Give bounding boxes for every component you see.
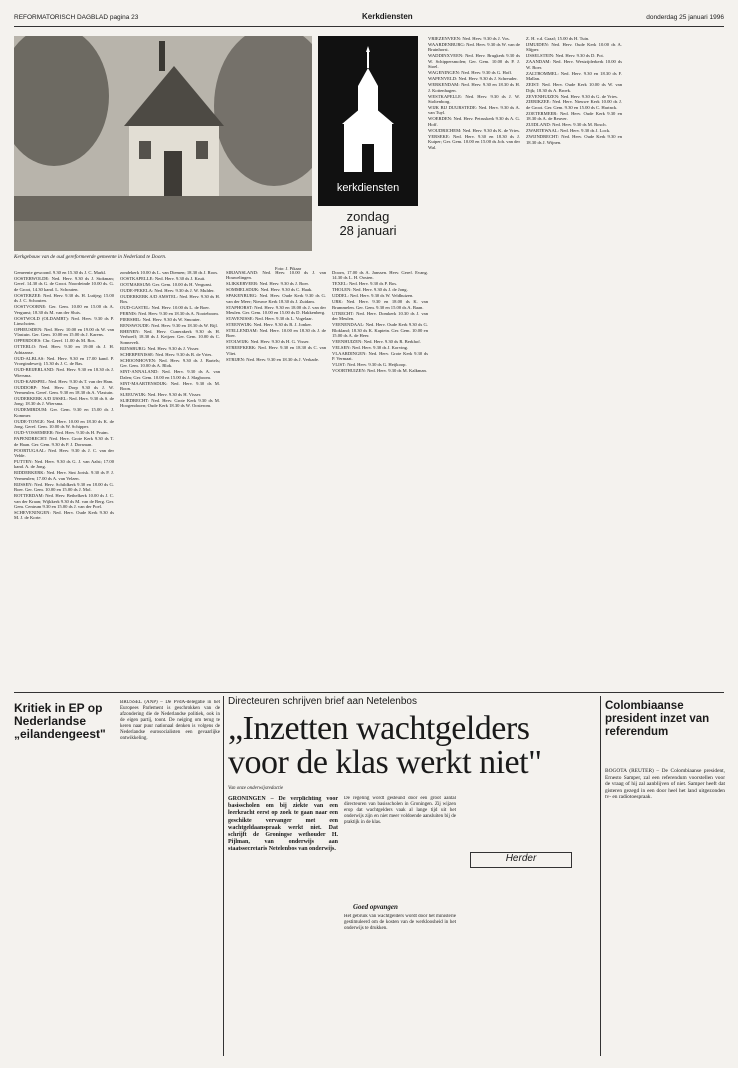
article-2-byline: Van onze onderwijsredactie <box>228 786 284 791</box>
service-entry: Gemeente gewoond. 9.30 en 15.30 ds J. C. Markl. <box>14 270 107 275</box>
section-divider <box>14 692 724 693</box>
service-entry: STRIJEN: Ned. Herv. 9.30 en 18.30 ds J. Verkade. <box>226 356 320 362</box>
service-entry: ZEIST: Ned. Herv. Oude Kerk 10.00 ds W. van Dijk; 18.30 ds A. Broek. <box>526 82 622 93</box>
service-entry: STREEFKERK: Ned. Herv. 9.30 en 18.30 ds C. van Vliet. <box>226 345 326 356</box>
sunday-date: 28 januari <box>339 223 397 238</box>
service-entry: YERSEKE: Ned. Herv. 9.30 en 18.30 ds J. Kuiper; Ger. Gem. 10.00 en 15.00 ds Joh. van der Wal. <box>428 133 520 150</box>
service-entry: PAPENDRECHT: Ned. Herv. Grote Kerk 9.30 ds T. de Haan. Ger. Gem. 9.30 ds P. J. Dorsman. <box>14 436 114 447</box>
service-entry: PUTTEN: Ned. Herv. 9.30 ds G. J. van Aalst; 17.00 kand. A. de Jong. <box>14 458 114 470</box>
service-entry: zondekerk 10.00 ds L. van Diemen; 18.30 ds J. Roos. <box>120 270 219 275</box>
service-entry: OTTERLO: Ned. Herv. 9.30 en 19.00 ds J. H. Adriaanse. <box>14 344 114 355</box>
service-entry: ZIERIKZEE: Ned. Herv. Nieuwe Kerk 10.00 ds J. de Groot. Ger. Gem. 9.30 en 15.00 ds C. Harinck. <box>526 99 622 110</box>
service-entry: SOMMELSDIJK: Ned. Herv. 9.30 ds C. Haak. <box>226 287 313 293</box>
article-2-body-2 <box>344 914 456 1044</box>
article-3-body <box>605 768 725 1048</box>
service-entry: SPAKENBURG: Ned. Herv. Oude Kerk 9.30 ds G. van der Meer; Nieuwe Kerk 18.30 ds J. Zuidam. <box>226 293 326 304</box>
article-2-body-2-text: Het gebruik van wachtgelders wordt door het ministerie gestimuleerd om de kosten van de werkloosheid in het onderwijs te drukken. <box>344 914 456 931</box>
service-entry: Doorn, 17.00 ds A. Janssen. Herv. Geref. Evang. 14.30 ds L. H. Oosten. <box>332 270 428 281</box>
article-1-text: BRUSSEL (ANP) – De PvdA-delegatie in het Europees Parlement is geschrokken van de afzondering die de Nederlandse politiek, ook in de eigen partij, toont. De neiging om terug te keren naar puur nationaal denken is volgens de Nederlandse eurosocialisten een gevaarlijke ontwikkeling. <box>120 700 220 741</box>
services-column-2 <box>120 270 220 690</box>
service-entry: VOORTHUIZEN: Ned. Herv. 9.30 ds M. Kalkman. <box>332 368 427 374</box>
services-column-5 <box>428 36 520 690</box>
service-entry: STAVENISSE: Ned. Herv. 9.30 ds L. Vogelaar. <box>226 316 313 322</box>
photo-credit: Foto: J. Pikaar <box>275 266 302 271</box>
service-entry: ROTTERDAM: Ned. Herv. Bethelkerk 10.00 ds J. C. van der Kraan; Wijkkerk 9.30 ds M. van de Berg. Ger. Gem. Centrum 9.30 en 15.00 ds J. van der Poel. <box>14 493 114 510</box>
service-entry: WAPENVELD: Ned. Herv. 9.30 ds J. Schreuder. <box>428 76 518 82</box>
services-column-4 <box>332 270 428 690</box>
services-column-1 <box>14 270 114 690</box>
service-entry: STEENWIJK: Ned. Herv. 9.30 ds B. J. Jonker. <box>226 322 312 328</box>
service-entry: SLIEDRECHT: Ned. Herv. Grote Kerk 9.30 ds M. Hoogendoorn; Oude Kerk 18.30 ds W. Oosterom. <box>120 397 220 409</box>
sunday-label: zondag <box>346 209 390 224</box>
service-entry: Z. H. v.d. Graaf; 15.00 ds H. Tuin. <box>526 36 590 41</box>
service-entry: RIJNSBURG: Ned. Herv. 9.30 ds J. Visser. <box>120 345 200 351</box>
service-entry: OOSTWOLD (OLDAMBT): Ned. Herv. 9.30 ds P. Linschoten. <box>14 315 114 327</box>
service-entry: OUDEMIRDUM: Ger. Gem. 9.30 en 15.00 ds J. Kommer. <box>14 407 114 418</box>
service-entry: UDDEL: Ned. Herv. 9.30 ds W. Veldhuizen. <box>332 293 414 299</box>
service-date <box>318 210 418 238</box>
photo-caption: Kerkgebouw van de oud gereformeerde gemeente in Nederland te Doorn. <box>14 254 167 260</box>
service-entry: OUDE-PEKELA: Ned. Herv. 9.30 ds J. W. Mulder. <box>120 287 215 293</box>
service-entry: IJMUIDEN: Ned. Herv. Oude Kerk 10.00 ds A. Slijper. <box>526 41 622 53</box>
section-logo <box>318 36 418 206</box>
service-entry: OUD-ALBLAS: Ned. Herv. 9.30 en 17.00 kand. P. Vroegindeweij; 15.30 ds J. C. de Bas. <box>14 355 114 367</box>
service-entry: UTRECHT: Ned. Herv. Domkerk 10.30 ds J. van der Meulen. <box>332 310 428 322</box>
paper-name: REFORMATORISCH DAGBLAD pagina 23 <box>14 14 139 21</box>
service-entry: RHENEN: Ned. Herv. Cunerakerk 9.30 ds H. Verhoeff; 18.30 ds J. Keijzer. Ger. Gem. 10.00 ds C. Sonnevelt. <box>120 329 220 345</box>
service-entry: RIJSSEN: Ned. Herv. Schildkerk 9.30 en 18.00 ds G. Boer. Ger. Gem. 10.00 en 15.00 ds J. Mol. <box>14 481 114 493</box>
service-entry: PERNIS: Ned. Herv. 9.30 en 18.30 ds A. Nooteboom. <box>120 311 219 317</box>
logo-label: kerkdiensten <box>336 182 400 194</box>
service-entry: OOSTVOORNE: Ger. Gem. 10.00 en 15.00 ds A. Vergunst; 18.30 ds M. van der Sluis. <box>14 304 114 315</box>
service-entry: OUDERKERK A/D IJSSEL: Ned. Herv. 9.30 ds S. de Jong; 18.30 ds J. Wiersma. <box>14 395 114 407</box>
service-entry: ZWIJNDRECHT: Ned. Herv. Oude Kerk 9.30 en 18.30 ds J. Wijnen. <box>526 134 622 145</box>
service-entry: STELLENDAM: Ned. Herv. 10.00 en 18.30 ds J. de Boer. <box>226 328 326 339</box>
service-entry: POORTUGAAL: Ned. Herv. 9.30 ds J. C. van der Velde. <box>14 447 114 458</box>
column-rule <box>223 696 224 1056</box>
services-column-3 <box>226 270 326 690</box>
service-entry: ZOETERMEER: Ned. Herv. Oude Kerk 9.30 en 18.30 ds A. de Reuver. <box>526 110 622 122</box>
article-2-headline: „Inzetten wachtgelders voor de klas werkt niet" <box>228 710 542 781</box>
herder-box: Herder <box>470 852 572 868</box>
service-entry: OUDE-TONGE: Ned. Herv. 10.00 en 18.30 ds K. de Jong. Geref. Gem. 10.00 ds W. Schipper. <box>14 418 114 430</box>
service-entry: OOSTERWOLDE: Ned. Herv. 9.30 ds J. Stokman; Geref. 14.30 ds G. de Groot. Noordeinde 10.00 ds. G. de Groot, 14.30 kand. L. Schouten. <box>14 275 114 292</box>
service-entry: RENSWOUDE: Ned. Herv. 9.30 en 18.30 ds W. Bijl. <box>120 323 218 329</box>
service-entry: VEENHUIZEN: Ned. Herv. 9.30 ds R. Berkhof. <box>332 338 421 344</box>
service-entry: SLEEUWIJK: Ned. Herv. 9.30 ds H. Visser. <box>120 392 202 398</box>
service-entry: WOUDRICHEM: Ned. Herv. 9.30 ds K. de Vries. <box>428 127 520 133</box>
service-entry: WERKENDAM: Ned. Herv. 9.30 en 18.30 ds H. J. Kottenhagen. <box>428 82 520 93</box>
service-entry: OOSTERZEE: Ned. Herv. 9.30 ds. H. Luttjeg; 15.00 ds J. C. Schouten. <box>14 292 114 304</box>
service-entry: WADDINXVEEN: Ned. Herv. Brugkerk 9.30 ds W. Schippersmolen; Ger. Gem. 10.00 ds P. J. Stoel. <box>428 53 520 70</box>
service-entry: OUD-GASTEL: Ned. Herv. 10.00 ds L. de Boer. <box>120 305 210 311</box>
service-entry: RIDDERKERK: Ned. Herv. Sint Jorisk. 9.30 ds P. J. Vermeulen; 17.00 ds A. van Velzen. <box>14 470 114 481</box>
service-entry: STAPHORST: Ned. Herv. 9.30 en 18.00 ds J. van der Meulen. Ger. Gem. 10.00 en 15.00 ds D. Hakkenberg. <box>226 304 326 316</box>
service-entry: URK: Ned. Herv. 9.30 en 18.00 ds K. van Brummelen. Ger. Gem. 9.30 en 15.00 ds A. Baan. <box>332 299 428 310</box>
service-entry: ZUIDLAND: Ned. Herv. 9.30 ds M. Bosch. <box>526 122 607 128</box>
service-entry: SINT-MAARTENSDIJK: Ned. Herv. 9.30 ds M. Boon. <box>120 380 220 392</box>
article-2-lead <box>228 796 338 1046</box>
service-entry: PIERSHIL: Ned. Herv. 9.30 ds W. Smouter. <box>120 317 201 323</box>
service-entry: VLAARDINGEN: Ned. Herv. Grote Kerk 9.30 ds P. Vermaat. <box>332 350 428 362</box>
service-entry: SLIKKERVEER: Ned. Herv. 9.30 ds J. Boer. <box>226 281 309 287</box>
services-column-6 <box>526 36 622 690</box>
service-entry: THOLEN: Ned. Herv. 9.30 ds J. de Jong. <box>332 287 408 293</box>
church-illustration <box>14 36 312 251</box>
service-entry: ZWARTEWAAL: Ned. Herv. 9.30 ds J. Lock. <box>526 128 611 134</box>
article-2-subhead: Goed opvangen <box>353 903 398 911</box>
article-2-kicker: Directeuren schrijven brief aan Netelenbos <box>228 696 417 707</box>
service-entry: OPHEUSDEN: Ned. Herv. 10.00 en 19.00 ds W. van Vlastuin. Ger. Gem. 10.00 en 15.00 ds J. Karens. <box>14 327 114 338</box>
service-entry: OUDDORP: Ned. Herv. Dorp 9.30 ds J. W. Vermeulen. Geref. Gem. 9.30 en 18.30 ds A. Vlastuin. <box>14 384 114 396</box>
service-entry: OUD-KARSPEL: Ned. Herv. 9.30 ds T. van der Ham. <box>14 378 114 384</box>
article-1-body <box>120 700 220 1055</box>
service-entry: VRIEZENVEEN: Ned. Herv. 9.30 ds J. Vos. <box>428 36 510 41</box>
church-photo <box>14 36 312 251</box>
article-2-lead-text: GRONINGEN – De verplichting voor basisscholen om bij ziekte van een leerkracht eerst op zoek te gaan naar een geschikte vervanger met een wachtgeldaanspraak werkt niet. Dat schrijft de Groningse wethouder H. Pijlman, van onderwijs aan staatssecretaris Netelenbos van onderwijs. <box>228 796 338 853</box>
service-entry: WOERDEN: Ned. Herv. Petruskerk 9.30 ds A. G. Hoff. <box>428 116 520 127</box>
service-entry: OOSTKAPELLE: Ned. Herv. 9.30 ds J. Kruit. <box>120 275 206 281</box>
service-entry: ZEVENHUIZEN: Ned. Herv. 9.30 ds G. de Vries. <box>526 93 618 99</box>
service-entry: STOLWIJK: Ned. Herv. 9.30 ds H. G. Visser. <box>226 339 310 345</box>
service-entry: OUD-VOSSEMEER: Ned. Herv. 9.30 ds H. Pruim. <box>14 430 109 436</box>
issue-date: donderdag 25 januari 1996 <box>646 14 724 21</box>
service-entry: SIRJANSLAND: Ned. Herv. 10.00 ds J. van Houwelingen. <box>226 270 326 281</box>
article-3-text: BOGOTA (REUTER) – De Colombiaanse president, Ernesto Samper, zal een referendum voorstellen voor de vraag of hij zal aanblijven of niet. Samper heeft dat gisteren gezegd in een door heel het land uitgezonden tv- en radiotoespraak. <box>605 768 725 800</box>
service-entry: SCHEVENINGEN: Ned. Herv. Oude Kerk 9.30 ds M. J. de Korte. <box>14 510 114 521</box>
service-entry: WIJK BIJ DUURSTEDE: Ned. Herv. 9.30 ds A. van Tuyl. <box>428 104 520 116</box>
service-entry: VELSEN: Ned. Herv. 9.30 ds J. Korving. <box>332 344 409 350</box>
article-2-body <box>344 796 456 896</box>
church-icon <box>340 46 396 176</box>
service-entry: OOTMARSUM: Ger. Gem. 10.00 ds H. Vergunst. <box>120 281 213 287</box>
service-entry: VLIST: Ned. Herv. 9.30 ds G. Heijkoop. <box>332 362 407 368</box>
service-entry: SCHOONHOVEN: Ned. Herv. 9.30 ds J. Bartels; Ger. Gem. 10.00 ds A. Blok. <box>120 357 220 369</box>
service-entry: IJSSELSTEIN: Ned. Herv. 9.30 ds D. Pot. <box>526 53 604 59</box>
service-entry: OUDERKERK A/D AMSTEL: Ned. Herv. 9.30 ds H. Bos. <box>120 293 220 305</box>
service-entry: OUD-BEIJERLAND: Ned. Herv. 9.30 en 18.30 ds J. Wiersma. <box>14 367 114 378</box>
column-rule <box>600 696 601 1056</box>
article-2-body-text: De regeling wordt gesteund door een groot aantal directeuren van basisscholen in Groningen. Zij wijzen erop dat wachtgelders vaak al lange tijd uit het onderwijs zijn en niet meer voldoende aansluiten bij de praktijk in de klas. <box>344 796 456 825</box>
service-entry: TEXEL: Ned. Herv. 9.30 ds P. Bos. <box>332 281 398 287</box>
service-entry: ZAANDAM: Ned. Herv. Westzijderkerk 10.00 ds W. Boer. <box>526 59 622 70</box>
service-entry: OPPERDOES: Chr. Geref. 11.00 ds M. Ros. <box>14 338 96 344</box>
service-entry: VEENENDAAL: Ned. Herv. Oude Kerk 9.30 ds G. Blokland; 18.30 ds K. Kaptein. Ger. Gem. 10.00 en 15.00 ds A. de Heer. <box>332 322 428 338</box>
page-header <box>14 10 724 27</box>
article-1-headline: Kritiek in EP op Nederlandse „eilandengeest" <box>14 701 106 741</box>
article-3-headline: Colombiaanse president inzet van referendum <box>605 700 710 738</box>
service-entry: WAARDENBURG: Ned. Herv. 9.30 ds W. van de Bruinhorst. <box>428 41 520 53</box>
service-entry: WESTKAPELLE: Ned. Herv. 9.30 ds J. W. Stoltenborg. <box>428 93 520 104</box>
service-entry: WAGENINGEN: Ned. Herv. 9.30 ds G. Hoff. <box>428 70 513 76</box>
service-entry: SCHERPENISSE: Ned. Herv. 9.30 ds B. de Vries. <box>120 351 213 357</box>
section-title: Kerkdiensten <box>362 12 413 21</box>
service-entry: ZALTBOMMEL: Ned. Herv. 9.30 en 18.30 ds F. Mallan. <box>526 70 622 82</box>
service-entry: SINT-ANNALAND: Ned. Herv. 9.30 ds A. van Dalen; Ger. Gem. 10.00 en 15.00 ds J. Slagboom. <box>120 369 220 380</box>
